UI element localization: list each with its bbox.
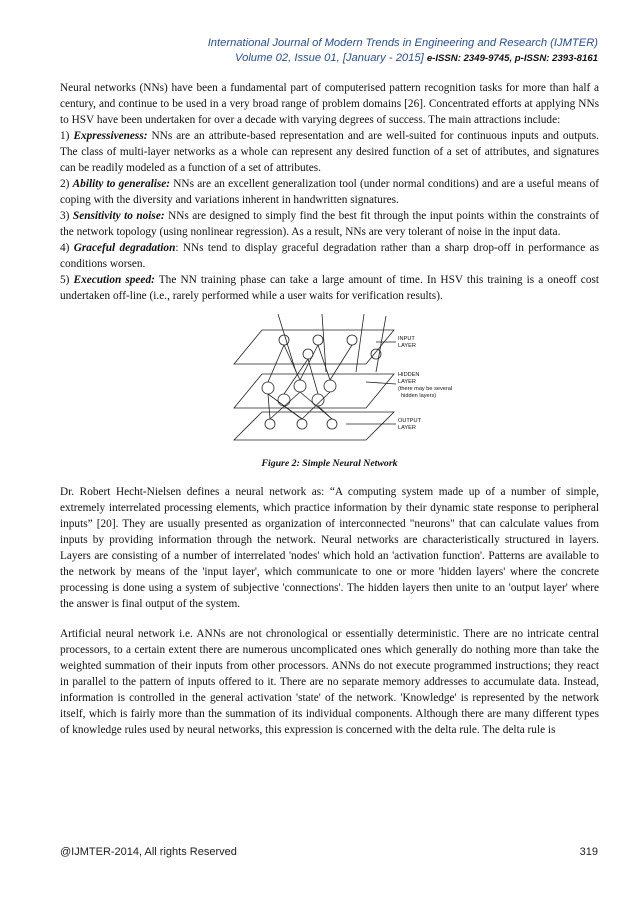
output-node [327, 419, 337, 429]
output-layer-plane [234, 412, 394, 440]
input-layer-plane [234, 330, 394, 364]
neural-network-diagram [226, 312, 453, 448]
hidden-node [324, 380, 336, 392]
figure-caption: Figure 2: Simple Neural Network [261, 458, 398, 469]
hidden-layer-label: LAYER [398, 379, 416, 385]
hidden-layer-note: hidden layers) [401, 393, 437, 399]
body-paragraph: Dr. Robert Hecht-Nielsen defines a neural network as: “A computing system made up of a number of simple, extremely interrelated processing elements, which practice information by their dynamic state response to peripheral inputs” [20]. They are usually presented as organization of interconnected "neurons" that can calculate values from inputs by providing information through the network. Neural networks are characteristically structured in layers. Layers are consisting of a number of interrelated 'nodes' which hold an 'activation function'. Patterns are available to the network by means of the 'input layer', which communicate to one or more 'hidden layers' where the concrete processing is done using a system of subjective 'connections'. The hidden layers then unite to an 'output layer' where the answer is final output of the system. [60, 486, 599, 610]
intro-paragraph: Neural networks (NNs) have been a fundamental part of computerised pattern recognition tasks for more than half a century, and continue to be used in a very broad range of problem domains [26]. Concentrated efforts at applying NNs to HSV have been undertaken for over a decade with varying degrees of success. The main attractions include: [60, 82, 599, 126]
output-node [297, 419, 307, 429]
output-layer-label: OUTPUT [398, 418, 421, 424]
input-arrow [278, 314, 296, 372]
list-item: 4) Graceful degradation: NNs tend to display graceful degradation rather than a sharp drop-off in performance as conditions worsen. [60, 242, 599, 270]
body-paragraph: Artificial neural network i.e. ANNs are not chronological or essentially deterministic. There are no intricate central processors, to a certain extent there are numerous uncomplicated ones which generally do nothing more than take the weighted summation of their inputs from other processors. ANNs do not execute programmed instructions; they react in parallel to the pattern of inputs offered to it. There are no separate memory addresses to accumulate data. Instead, information is controlled in the general activation 'state' of the network. 'Knowledge' is represented by the network itself, which is fairly more than the summation of its individual components. Although there are many different types of knowledge rules used by neural networks, this expression is concerned with the delta rule. The delta rule is [60, 628, 599, 736]
list-item: 5) Execution speed: The NN training phase can take a large amount of time. In HSV this training is a oneoff cost undertaken off-line (i.e., rarely performed while a user waits for verification results). [60, 274, 600, 302]
journal-header [208, 36, 598, 66]
hidden-layer-note: (there may be several [398, 386, 453, 392]
input-layer-label: INPUT [398, 336, 415, 342]
hidden-node [262, 382, 274, 394]
output-layer-label: LAYER [398, 425, 416, 431]
journal-issn: e-ISSN: 2349-9745, p-ISSN: 2393-8161 [426, 53, 598, 64]
page-number: 319 [579, 846, 598, 858]
footer-copyright: @IJMTER-2014, All rights Reserved [60, 846, 237, 858]
list-item: 3) Sensitivity to noise: NNs are designed to simply find the best fit through the input points within the constraints of the network topology (using nonlinear regression). As a result, NNs are very tolerant of noise in the input data. [60, 210, 599, 238]
input-arrow [356, 314, 364, 372]
input-node [313, 335, 323, 345]
attractions-list [60, 128, 599, 304]
article-body [60, 80, 599, 738]
journal-volume: Volume 02, Issue 01, [January - 2015] [235, 52, 424, 64]
list-term: Execution speed: [73, 274, 155, 286]
input-node [347, 335, 357, 345]
journal-title: International Journal of Modern Trends in Engineering and Research (IJMTER) [207, 37, 598, 49]
neural-network-figure [60, 312, 599, 450]
list-term: Sensitivity to noise: [72, 210, 165, 222]
hidden-node [278, 394, 290, 406]
list-term: Ability to generalise: [72, 178, 171, 190]
input-layer-label: LAYER [398, 343, 416, 349]
list-item: 2) Ability to generalise: NNs are an excellent generalization tool (under normal conditions) and are a useful means of coping with the diversity and variations inherent in handwritten signatures. [60, 178, 599, 206]
hidden-node [294, 380, 306, 392]
list-item: 1) Expressiveness: NNs are an attribute-based representation and are well-suited for continuous inputs and outputs. The class of multi-layer networks as a whole can represent any desired function of a set of attributes, and signatures can be readily modeled as a function of a set of attributes. [60, 130, 599, 174]
input-node [279, 335, 289, 345]
list-term: Expressiveness: [73, 130, 148, 142]
output-node [265, 419, 275, 429]
hidden-layer-label: HIDDEN [398, 372, 420, 378]
page-footer [60, 846, 598, 858]
input-arrow [376, 316, 386, 372]
journal-volume-line [208, 51, 598, 66]
list-term: Graceful degradation [73, 242, 176, 254]
